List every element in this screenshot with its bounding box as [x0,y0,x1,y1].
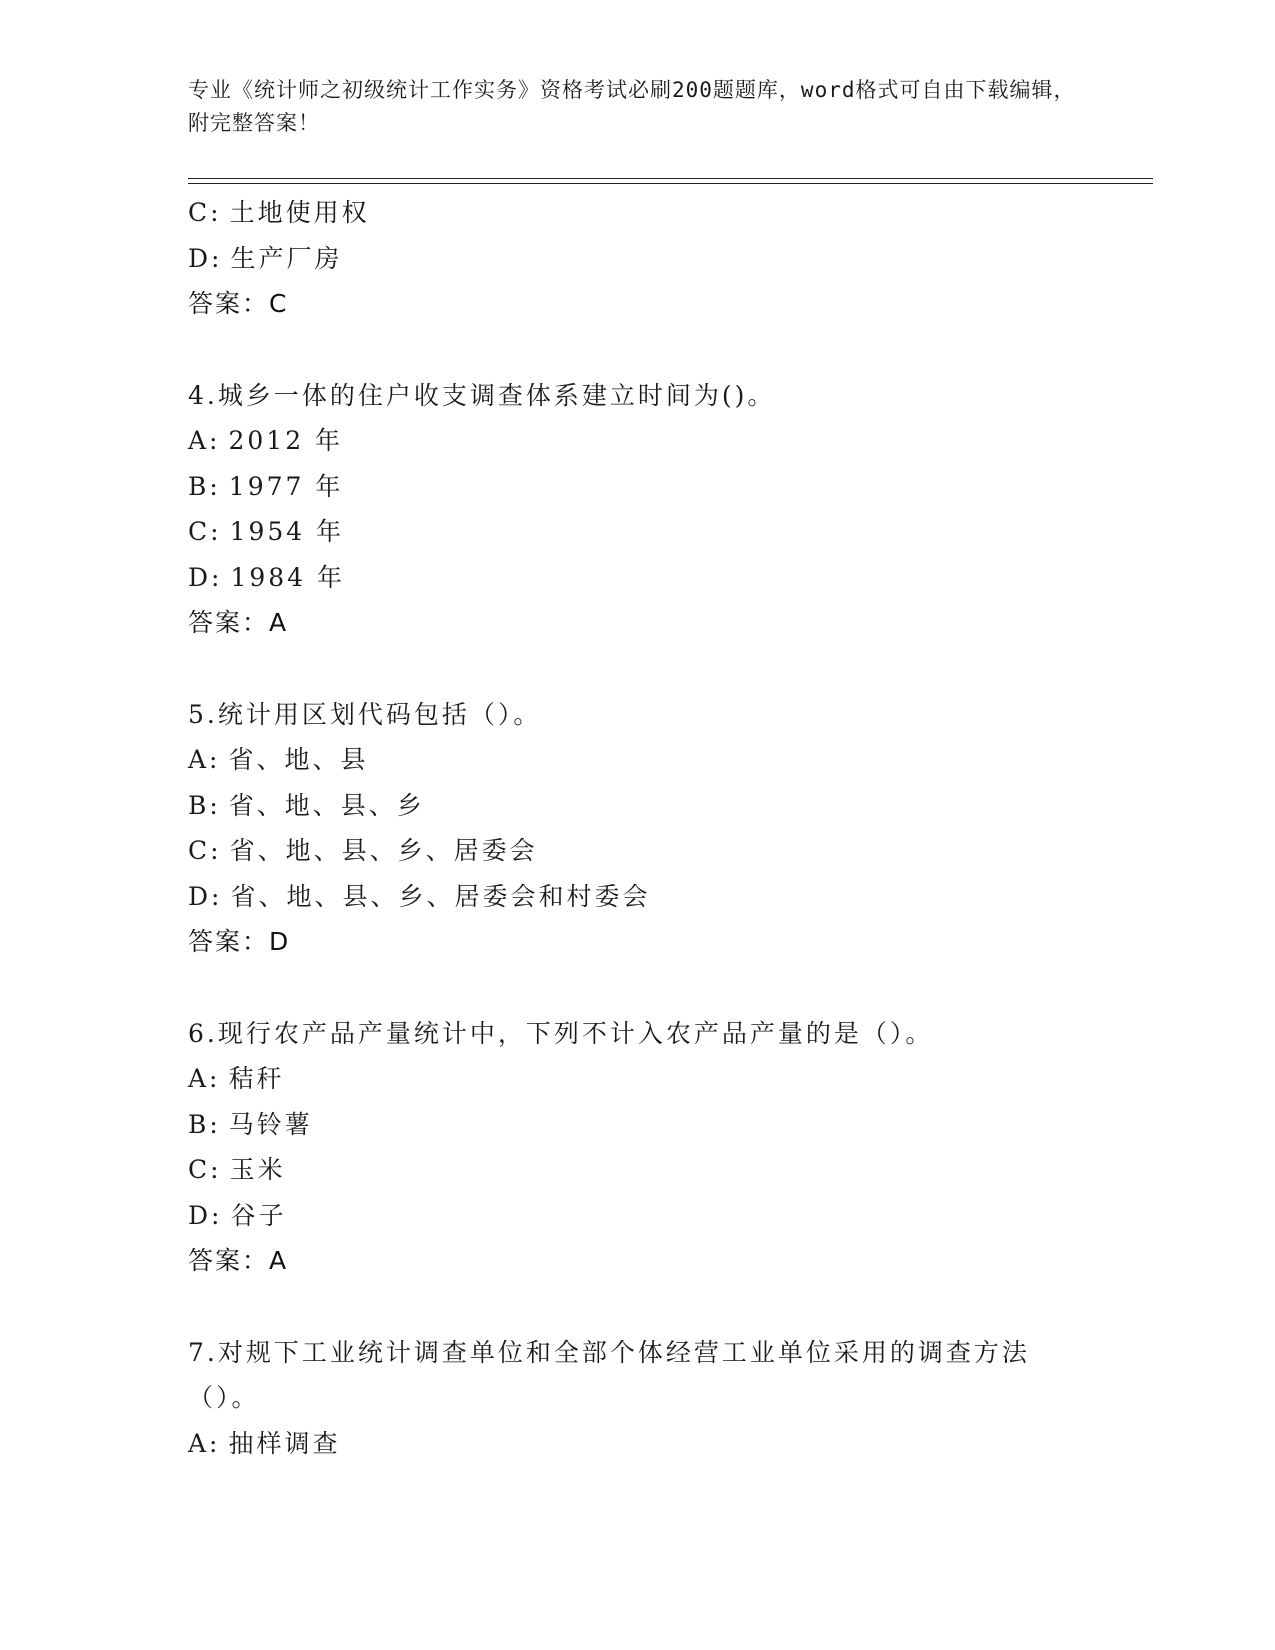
header-rule-bottom [188,183,1153,184]
answer-line: 答案：D [188,927,291,956]
option-line [188,1056,1088,1102]
option-text: 玉米 [229,1155,286,1184]
option-label: D: [188,1200,223,1230]
question-text: 4.城乡一体的住户收支调查体系建立时间为()。 [188,380,776,410]
option-text: 省、地、县、乡 [228,790,425,820]
option-line [188,737,1088,783]
question-text: 7.对规下工业统计调查单位和全部个体经营工业单位采用的调查方法（）。 [188,1337,1030,1412]
option-text: 1977 年 [228,471,344,501]
option-line [188,1193,1088,1239]
spacer [188,327,1088,373]
option-label: D: [188,881,223,911]
option-text: 1984 年 [230,562,346,592]
option-text: 谷子 [230,1200,287,1230]
option-label: A: [188,1064,221,1093]
option-label: B: [188,1109,221,1139]
option-label: A: [188,426,221,455]
option-line [188,509,1088,555]
option-label: D: [188,243,223,273]
option-label: B: [188,790,221,820]
page-header: 专业《统计师之初级统计工作实务》资格考试必刷200题题库，word格式可自由下载编辑，附完整答案！ [188,78,1076,135]
option-label: A: [188,745,221,774]
option-line [188,190,1088,236]
option-line [188,874,1088,920]
option-text: 土地使用权 [229,198,370,227]
option-text: 秸秆 [228,1064,285,1093]
option-text: 省、地、县 [228,745,369,774]
option-text: 1954 年 [229,517,345,546]
option-text: 生产厂房 [230,243,343,273]
option-line [188,783,1088,829]
option-label: C: [188,517,222,546]
option-line [188,1147,1088,1193]
option-text: 抽样调查 [228,1428,341,1458]
option-line [188,418,1088,464]
option-text: 省、地、县、乡、居委会 [229,836,538,865]
answer-line: 答案：A [188,608,289,637]
spacer [188,1284,1088,1330]
option-line [188,464,1088,510]
answer-line: 答案：A [188,1246,289,1275]
option-label: C: [188,1155,222,1184]
option-text: 马铃薯 [228,1109,313,1139]
option-line [188,1102,1088,1148]
header-rule-top [188,178,1153,179]
question-text: 5.统计用区划代码包括（）。 [188,699,542,729]
option-line [188,555,1088,601]
spacer [188,965,1088,1011]
option-label: C: [188,836,222,865]
spacer [188,646,1088,692]
option-label: A: [188,1428,221,1458]
option-label: B: [188,471,221,501]
option-text: 省、地、县、乡、居委会和村委会 [230,881,651,911]
option-label: C: [188,198,222,227]
option-label: D: [188,562,223,592]
question-content [188,190,1088,1466]
option-line [188,1421,1088,1467]
option-line [188,828,1088,874]
option-line [188,236,1088,282]
question-text: 6.现行农产品产量统计中，下列不计入农产品产量的是（）。 [188,1018,934,1048]
answer-line: 答案：C [188,289,289,318]
option-text: 2012 年 [228,426,344,455]
